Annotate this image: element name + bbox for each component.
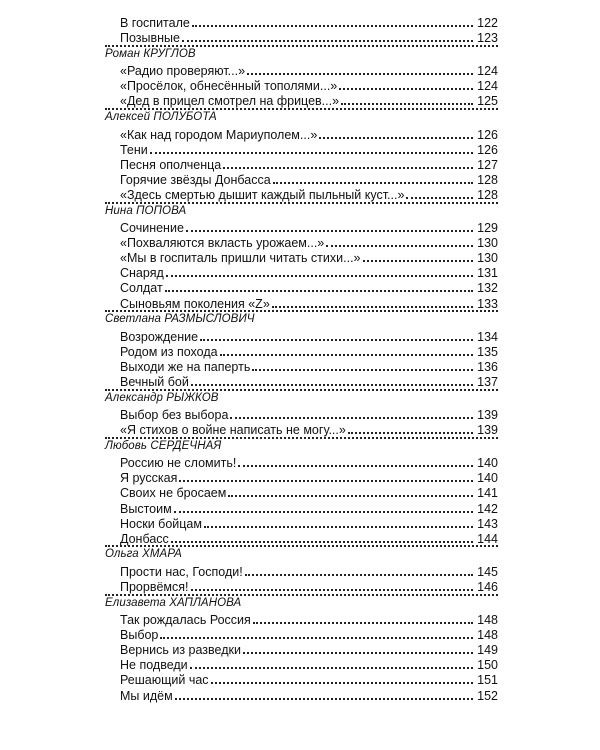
section-divider (105, 202, 498, 204)
author-surname: ХАПЛАНОВА (169, 596, 242, 609)
entry-title: «Просёлок, обнесённый тополями...» (120, 79, 338, 94)
dot-leader (252, 369, 473, 371)
page-number: 125 (477, 94, 498, 109)
toc-entry (120, 280, 498, 295)
dot-leader (341, 103, 473, 105)
entry-title: Сыновьям поколения «Z» (120, 296, 270, 311)
entry-title: Позывные (120, 31, 180, 46)
entry-title: Выходи же на паперть (120, 359, 251, 374)
page-number: 128 (477, 172, 498, 187)
entry-title: «Похваляются вкласть урожаем...» (120, 236, 325, 251)
author-heading (105, 111, 217, 123)
dot-leader (326, 245, 473, 247)
dot-leader (192, 25, 473, 27)
toc-entry (120, 187, 498, 202)
toc-entry (120, 296, 498, 311)
toc-entry (120, 127, 498, 142)
page-number: 142 (477, 501, 498, 516)
toc-entry (120, 265, 498, 280)
author-surname: РЫЖКОВ (166, 391, 219, 404)
dot-leader (160, 637, 473, 639)
toc-entry (120, 235, 498, 250)
entry-title: Своих не бросаем (120, 486, 227, 501)
dot-leader (165, 290, 473, 292)
entry-title: Донбасс (120, 531, 169, 546)
entry-title: Выстоим (120, 501, 172, 516)
section-divider (105, 594, 498, 596)
entry-title: Выбор без выбора (120, 408, 229, 422)
toc-entry (120, 15, 498, 30)
page-number: 149 (477, 643, 498, 658)
entry-title: «Я стихов о войне написать не могу...» (120, 423, 346, 438)
toc-entry (120, 501, 498, 516)
section-divider (105, 437, 498, 439)
page-number: 136 (477, 359, 498, 374)
toc-entry (120, 688, 498, 703)
author-surname: РАЗМЫСЛОВИЧ (164, 313, 255, 326)
toc-entry (120, 657, 498, 672)
section-divider (105, 45, 498, 47)
entry-title: «Здесь смертью дышит каждый пыльный куст...» (120, 187, 405, 202)
dot-leader (230, 417, 473, 419)
entry-title: Не подведи (120, 658, 188, 673)
entry-title: В госпитале (120, 16, 190, 30)
toc-entry (120, 172, 498, 187)
dot-leader (211, 682, 473, 684)
author-heading (105, 548, 182, 560)
entry-title: Песня ополченца (120, 157, 222, 172)
entry-title: Решающий час (120, 673, 209, 688)
toc-entry (120, 627, 498, 642)
entry-title: Возрождение (120, 329, 199, 344)
toc-entry (120, 455, 498, 470)
toc-entry (120, 142, 498, 157)
section-divider (105, 310, 498, 312)
dot-leader (348, 432, 473, 434)
dot-leader (228, 495, 473, 497)
dot-leader (243, 652, 473, 654)
toc-entry (120, 485, 498, 500)
entry-title: «Как над городом Мариуполем...» (120, 127, 318, 142)
author-surname: КРУГЛОВ (143, 47, 196, 60)
entry-title: Сочинение (120, 221, 184, 235)
toc-entry (120, 407, 498, 422)
author-given-name: Светлана (105, 313, 162, 326)
author-surname: ХМАРА (142, 548, 182, 561)
dot-leader (272, 306, 473, 308)
toc-entry (120, 642, 498, 657)
dot-leader (182, 40, 473, 42)
author-given-name: Роман (105, 47, 141, 60)
author-given-name: Алексей (105, 111, 151, 123)
entry-title: Мы идём (120, 688, 173, 703)
author-surname: ПОПОВА (136, 204, 187, 217)
author-given-name: Александр (105, 391, 163, 404)
page-number: 132 (477, 281, 498, 296)
entry-title: Горячие звёзды Донбасса (120, 172, 271, 187)
toc-entry (120, 78, 498, 93)
entry-title: Родом из похода (120, 344, 218, 359)
toc-entry (120, 359, 498, 374)
page-number: 144 (477, 531, 498, 546)
dot-leader (406, 197, 473, 199)
entry-title: Россию не сломить! (120, 456, 237, 471)
page-number: 128 (477, 187, 498, 202)
dot-leader (220, 354, 473, 356)
dot-leader (179, 480, 473, 482)
entry-title: Выбор (120, 628, 159, 643)
toc-entry (120, 374, 498, 389)
section-divider (105, 389, 498, 391)
dot-leader (247, 73, 473, 75)
section-divider (105, 108, 498, 110)
entry-title: Так рождалась Россия (120, 613, 251, 627)
page-number: 124 (477, 79, 498, 94)
page-number: 146 (477, 579, 498, 594)
toc-entry (120, 579, 498, 594)
entry-title: Снаряд (120, 266, 164, 281)
toc-entry (120, 157, 498, 172)
dot-leader (200, 339, 473, 341)
toc-entry (120, 250, 498, 265)
toc-entry (120, 329, 498, 344)
entry-title: Солдат (120, 281, 163, 296)
entry-title: Тени (120, 142, 148, 157)
dot-leader (238, 465, 473, 467)
dot-leader (175, 698, 473, 700)
page-number: 135 (477, 344, 498, 359)
page-number: 140 (477, 471, 498, 486)
page-number: 131 (477, 266, 498, 281)
author-heading (105, 597, 241, 609)
page-number: 137 (477, 374, 498, 389)
entry-title: Я русская (120, 471, 178, 486)
toc-entry (120, 63, 498, 78)
dot-leader (339, 88, 473, 90)
entry-title: Прорвёмся! (120, 579, 189, 594)
toc-entry (120, 531, 498, 546)
page-number: 124 (477, 64, 498, 79)
dot-leader (223, 167, 473, 169)
toc-entry (120, 564, 498, 579)
page-number: 139 (477, 423, 498, 438)
entry-title: Носки бойцам (120, 516, 202, 531)
page-number: 152 (477, 688, 498, 703)
page-number: 148 (477, 628, 498, 643)
author-surname: ПОЛУБОТА (153, 111, 217, 123)
page-number: 148 (477, 613, 498, 627)
dot-leader (174, 511, 473, 513)
toc-entry (120, 612, 498, 627)
page-number: 143 (477, 516, 498, 531)
toc-entry (120, 672, 498, 687)
dot-leader (190, 667, 473, 669)
page-number: 141 (477, 486, 498, 501)
author-heading (105, 205, 186, 217)
page-number: 133 (477, 296, 498, 311)
page-number: 145 (477, 564, 498, 579)
author-heading (105, 313, 255, 325)
dot-leader (150, 152, 473, 154)
toc-entry (120, 422, 498, 437)
page-number: 122 (477, 16, 498, 30)
author-heading (105, 392, 219, 404)
author-heading (105, 48, 196, 60)
toc-entry (120, 30, 498, 45)
page-number: 150 (477, 658, 498, 673)
dot-leader (253, 622, 473, 624)
dot-leader (186, 230, 473, 232)
entry-title: Вечный бой (120, 374, 189, 389)
entry-title: «Радио проверяют...» (120, 64, 246, 79)
dot-leader (191, 384, 473, 386)
dot-leader (245, 574, 473, 576)
dot-leader (204, 526, 473, 528)
author-given-name: Нина (105, 204, 133, 217)
page-number: 126 (477, 127, 498, 142)
dot-leader (171, 541, 473, 543)
dot-leader (319, 137, 473, 139)
page-number: 126 (477, 142, 498, 157)
entry-title: Прости нас, Господи! (120, 564, 243, 579)
page-number: 127 (477, 157, 498, 172)
toc-entry (120, 344, 498, 359)
author-given-name: Любовь (105, 439, 148, 452)
dot-leader (363, 260, 474, 262)
section-divider (105, 545, 498, 547)
author-given-name: Елизавета (105, 596, 166, 609)
dot-leader (191, 589, 473, 591)
page-number: 123 (477, 31, 498, 46)
toc-entry (120, 516, 498, 531)
page-number: 139 (477, 408, 498, 422)
page-number: 151 (477, 673, 498, 688)
toc-entry (120, 470, 498, 485)
author-given-name: Ольга (105, 548, 139, 561)
entry-title: «Дед в прицел смотрел на фрицев...» (120, 94, 340, 109)
toc-entry (120, 93, 498, 108)
author-heading (105, 440, 221, 452)
page-number: 134 (477, 329, 498, 344)
dot-leader (273, 182, 473, 184)
page-number: 140 (477, 456, 498, 471)
toc-entry (120, 220, 498, 235)
author-surname: СЕРДЕЧНАЯ (150, 439, 222, 452)
dot-leader (166, 275, 473, 277)
page-number: 130 (477, 251, 498, 266)
entry-title: Вернись из разведки (120, 643, 241, 658)
entry-title: «Мы в госпиталь пришли читать стихи...» (120, 251, 361, 266)
page-number: 129 (477, 221, 498, 235)
page-number: 130 (477, 236, 498, 251)
